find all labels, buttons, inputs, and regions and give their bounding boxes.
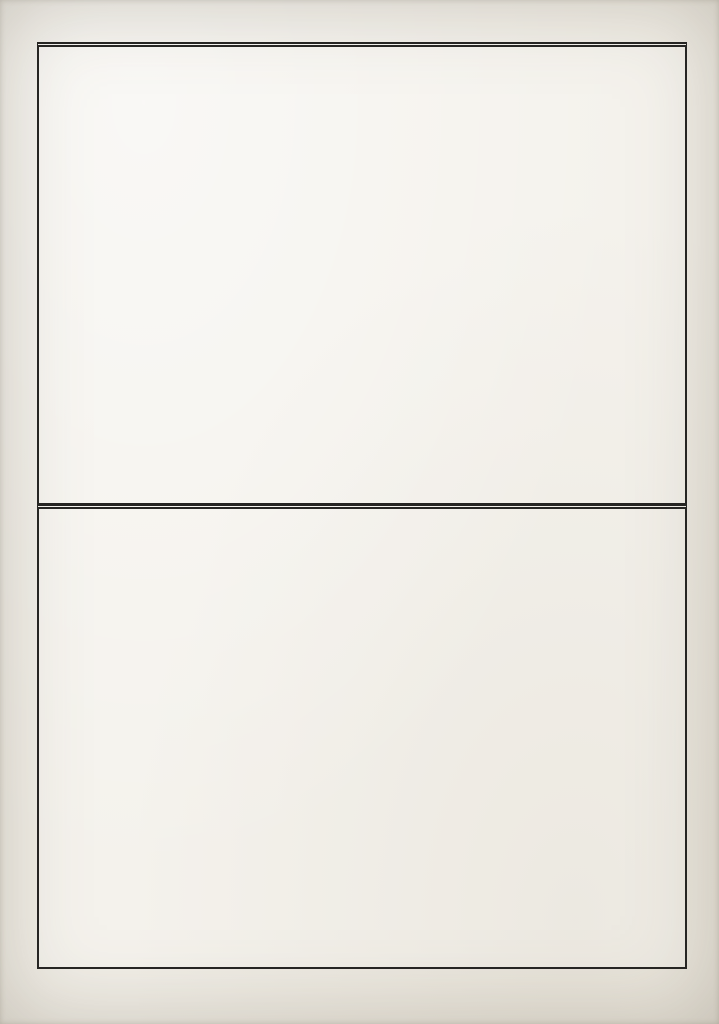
roster-table-first-section (37, 42, 687, 505)
roster-table-second-section (37, 504, 687, 969)
